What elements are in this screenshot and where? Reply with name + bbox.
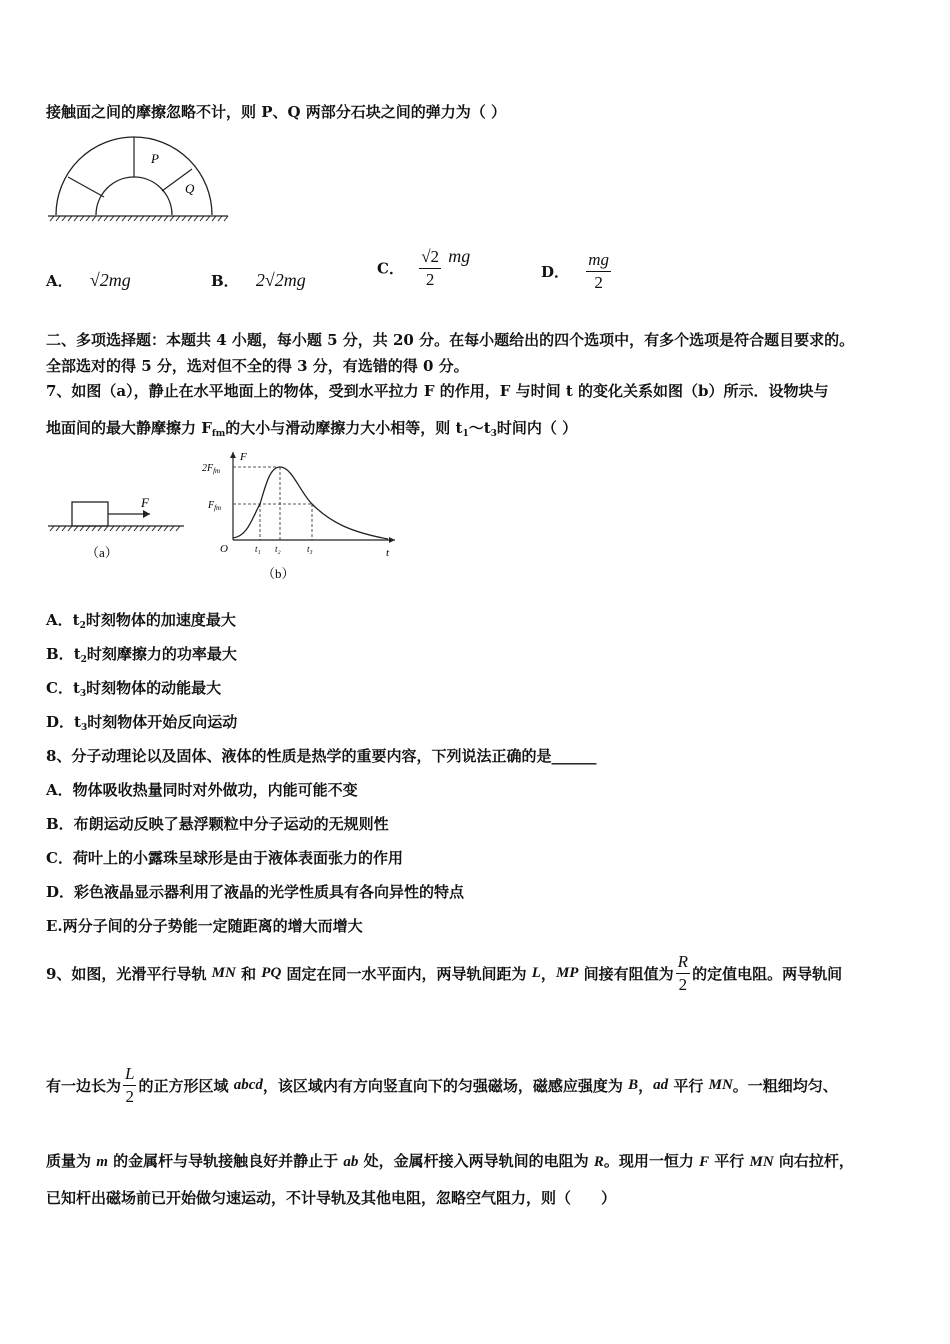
x-axis-label: t bbox=[386, 547, 390, 559]
option-b[interactable]: B．$t_2$时刻摩擦力的功率最大 bbox=[46, 645, 237, 665]
figure-caption: （a） bbox=[86, 545, 118, 560]
option-c[interactable] bbox=[377, 246, 470, 290]
question-9-line-1: 9、如图，光滑平行导轨 MN 和 PQ 固定在同一水平面内，两导轨间距为 L，MP 间接有阻值为 $\frac{R}{2}$ 的定值电阻。两导轨间 bbox=[46, 952, 843, 994]
option-a[interactable]: A．$t_2$时刻物体的加速度最大 bbox=[46, 611, 236, 631]
option-tail: mg bbox=[448, 246, 471, 266]
option-letter: C． bbox=[377, 259, 404, 278]
option-letter: D． bbox=[541, 263, 570, 281]
option-letter: A． bbox=[46, 272, 73, 290]
question-9-line-3: 质量为 m 的金属杆与导轨接触良好并静止于 ab 处，金属杆接入两导轨间的电阻为 R。现用一恒力 F 平行 MN 向右拉杆， bbox=[46, 1152, 854, 1170]
option-e[interactable]: E.两分子间的分子势能一定随距离的增大而增大 bbox=[46, 917, 363, 935]
option-expr: 2√2mg bbox=[255, 270, 306, 290]
arch-stone-figure bbox=[44, 135, 244, 225]
label-q: Q bbox=[185, 181, 195, 196]
origin-label: O bbox=[220, 543, 228, 555]
section-heading: 二、多项选择题：本题共 4 小题，每小题 5 分，共 20 分。在每小题给出的四个选项中，有多个选项是符合题目要求的。 bbox=[46, 331, 855, 349]
figure-caption: （b） bbox=[262, 566, 295, 581]
fraction: $\frac{√2}{2}$ bbox=[421, 246, 440, 289]
fraction-l-over-2: $\frac{L}{2}$ bbox=[125, 1064, 135, 1106]
fraction: $\frac{mg}{2}$ bbox=[588, 250, 610, 292]
option-d[interactable] bbox=[541, 250, 613, 293]
figure-b-force-time-graph bbox=[200, 448, 400, 588]
tick-t1: t₁ bbox=[255, 544, 261, 554]
tick-t2: t₂ bbox=[275, 544, 281, 554]
question-9-line-2: 有一边长为 $\frac{L}{2}$ 的正方形区域 abcd，该区域内有方向竖直向下的匀强磁场，磁感应强度为 B，ad 平行 MN。一粗细均匀、 bbox=[46, 1064, 838, 1106]
option-expr: √2mg bbox=[89, 270, 131, 290]
force-label: F bbox=[141, 495, 149, 510]
question-7-stem-cont: 地面间的最大静摩擦力 $F_{fm}$的大小与滑动摩擦力大小相等，则 $t_1\sim t_3$时间内（ ） bbox=[46, 419, 578, 439]
fraction-r-over-2: $\frac{R}{2}$ bbox=[677, 952, 689, 994]
question-9-line-4: 已知杆出磁场前已开始做匀速运动，不计导轨及其他电阻，忽略空气阻力，则（ ） bbox=[46, 1189, 617, 1207]
y-axis-label: F bbox=[240, 451, 247, 463]
option-b[interactable] bbox=[211, 270, 306, 291]
question-8-stem: 8、分子动理论以及固体、液体的性质是热学的重要内容，下列说法正确的是______ bbox=[46, 747, 597, 765]
option-c[interactable]: C．$t_3$时刻物体的动能最大 bbox=[46, 679, 222, 699]
option-d[interactable]: D．$t_3$时刻物体开始反向运动 bbox=[46, 713, 238, 733]
option-d[interactable]: D．彩色液晶显示器利用了液晶的光学性质具有各向异性的特点 bbox=[46, 883, 465, 901]
question-stem-fragment: 接触面之间的摩擦忽略不计，则 P、Q 两部分石块之间的弹力为（ ） bbox=[46, 103, 507, 121]
y-tick-ffm: $F_{fm}$ bbox=[208, 500, 222, 512]
option-b[interactable]: B．布朗运动反映了悬浮颗粒中分子运动的无规则性 bbox=[46, 815, 389, 833]
option-a[interactable]: A．物体吸收热量同时对外做功，内能可能不变 bbox=[46, 781, 358, 799]
tick-t3: t₃ bbox=[307, 544, 313, 554]
figure-a-block-on-ground bbox=[44, 495, 194, 565]
option-c[interactable]: C．荷叶上的小露珠呈球形是由于液体表面张力的作用 bbox=[46, 849, 403, 867]
option-a[interactable] bbox=[46, 270, 131, 291]
section-heading-cont: 全部选对的得 5 分，选对但不全的得 3 分，有选错的得 0 分。 bbox=[46, 357, 469, 375]
y-tick-2ffm: $2F_{fm}$ bbox=[202, 463, 221, 475]
label-p: P bbox=[151, 151, 159, 166]
option-letter: B． bbox=[211, 272, 239, 290]
question-7-stem: 7、如图（a），静止在水平地面上的物体，受到水平拉力 F 的作用，F 与时间 t 的变化关系如图（b）所示．设物块与 bbox=[46, 382, 829, 400]
